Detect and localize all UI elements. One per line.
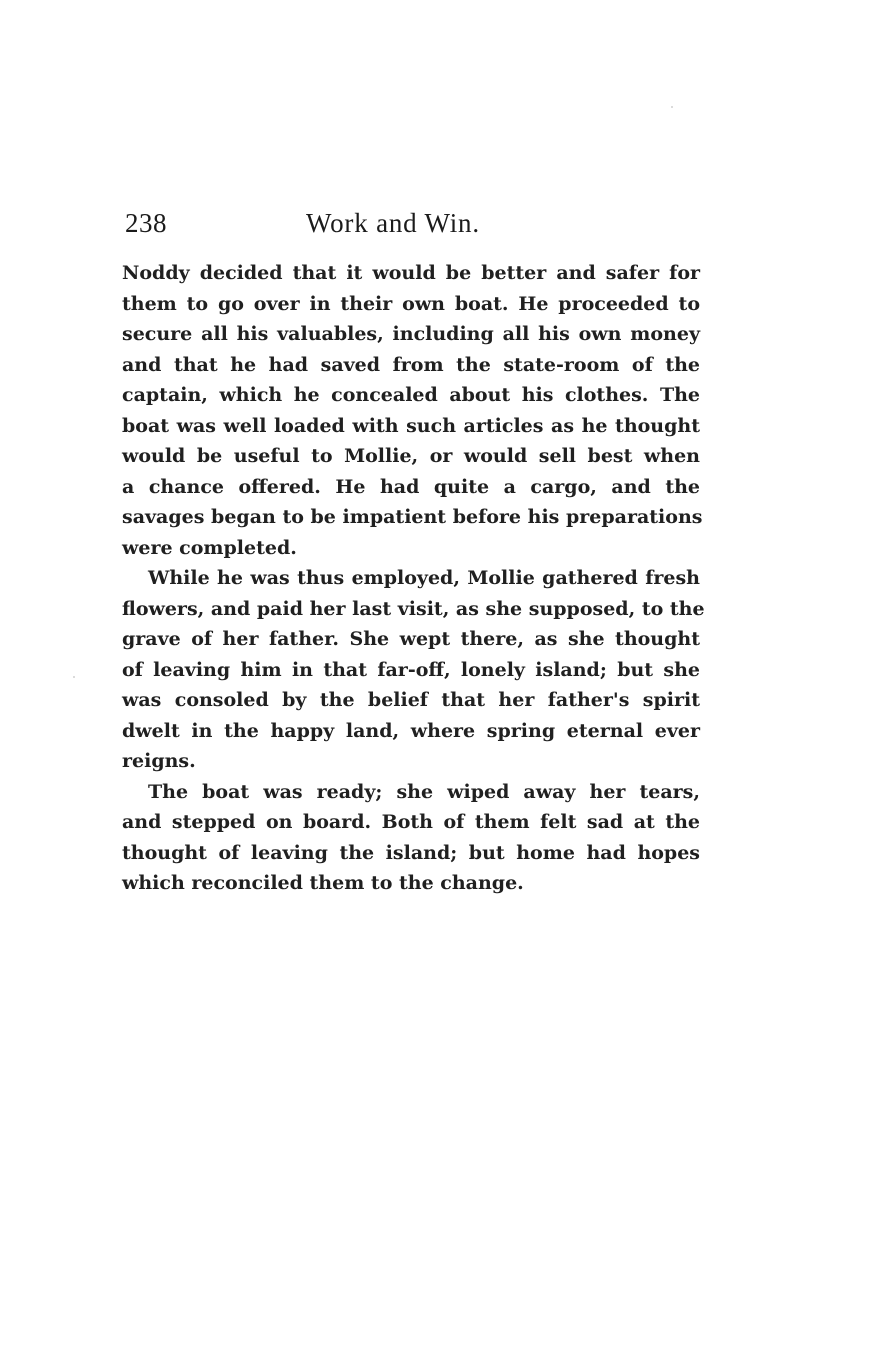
text-line: While he was thus employed, Mollie gathered fresh	[148, 567, 700, 589]
page-number: 238	[125, 208, 167, 238]
text-line: captain, which he concealed about his clothes. The	[122, 384, 700, 406]
text-line: grave of her father. She wept there, as she thought	[122, 628, 700, 650]
text-line: was consoled by the belief that her father's spirit	[122, 689, 700, 711]
text-line: which reconciled them to the change.	[122, 872, 524, 894]
text-line: of leaving him in that far-off, lonely island; but she	[122, 658, 700, 681]
paragraph-3	[122, 777, 700, 899]
body-text	[122, 258, 705, 899]
paragraph-1	[122, 258, 703, 563]
text-line: thought of leaving the island; but home had hopes	[122, 841, 700, 864]
text-line: flowers, and paid her last visit, as she supposed, to the	[122, 597, 705, 620]
scan-speck	[73, 676, 75, 678]
text-line: and stepped on board. Both of them felt sad at the	[122, 811, 700, 833]
page-header	[125, 205, 700, 241]
text-line: a chance offered. He had quite a cargo, and the	[122, 475, 700, 498]
text-line: were completed.	[122, 536, 297, 559]
text-line: dwelt in the happy land, where spring eternal ever	[122, 719, 700, 742]
text-line: The boat was ready; she wiped away her tears,	[148, 780, 700, 803]
text-line: and that he had saved from the state-room of the	[122, 353, 700, 376]
paragraph-2	[122, 563, 705, 777]
text-line: reigns.	[122, 750, 196, 772]
scan-speck	[671, 106, 673, 108]
text-line: would be useful to Mollie, or would sell best when	[122, 445, 700, 467]
text-line: them to go over in their own boat. He proceeded to	[122, 292, 700, 315]
text-line: secure all his valuables, including all his own money	[122, 323, 700, 345]
text-line: savages began to be impatient before his preparations	[122, 506, 703, 528]
text-line: Noddy decided that it would be better and safer for	[122, 262, 700, 284]
text-line: boat was well loaded with such articles as he thought	[122, 414, 700, 437]
running-title: Work and Win.	[306, 208, 480, 238]
